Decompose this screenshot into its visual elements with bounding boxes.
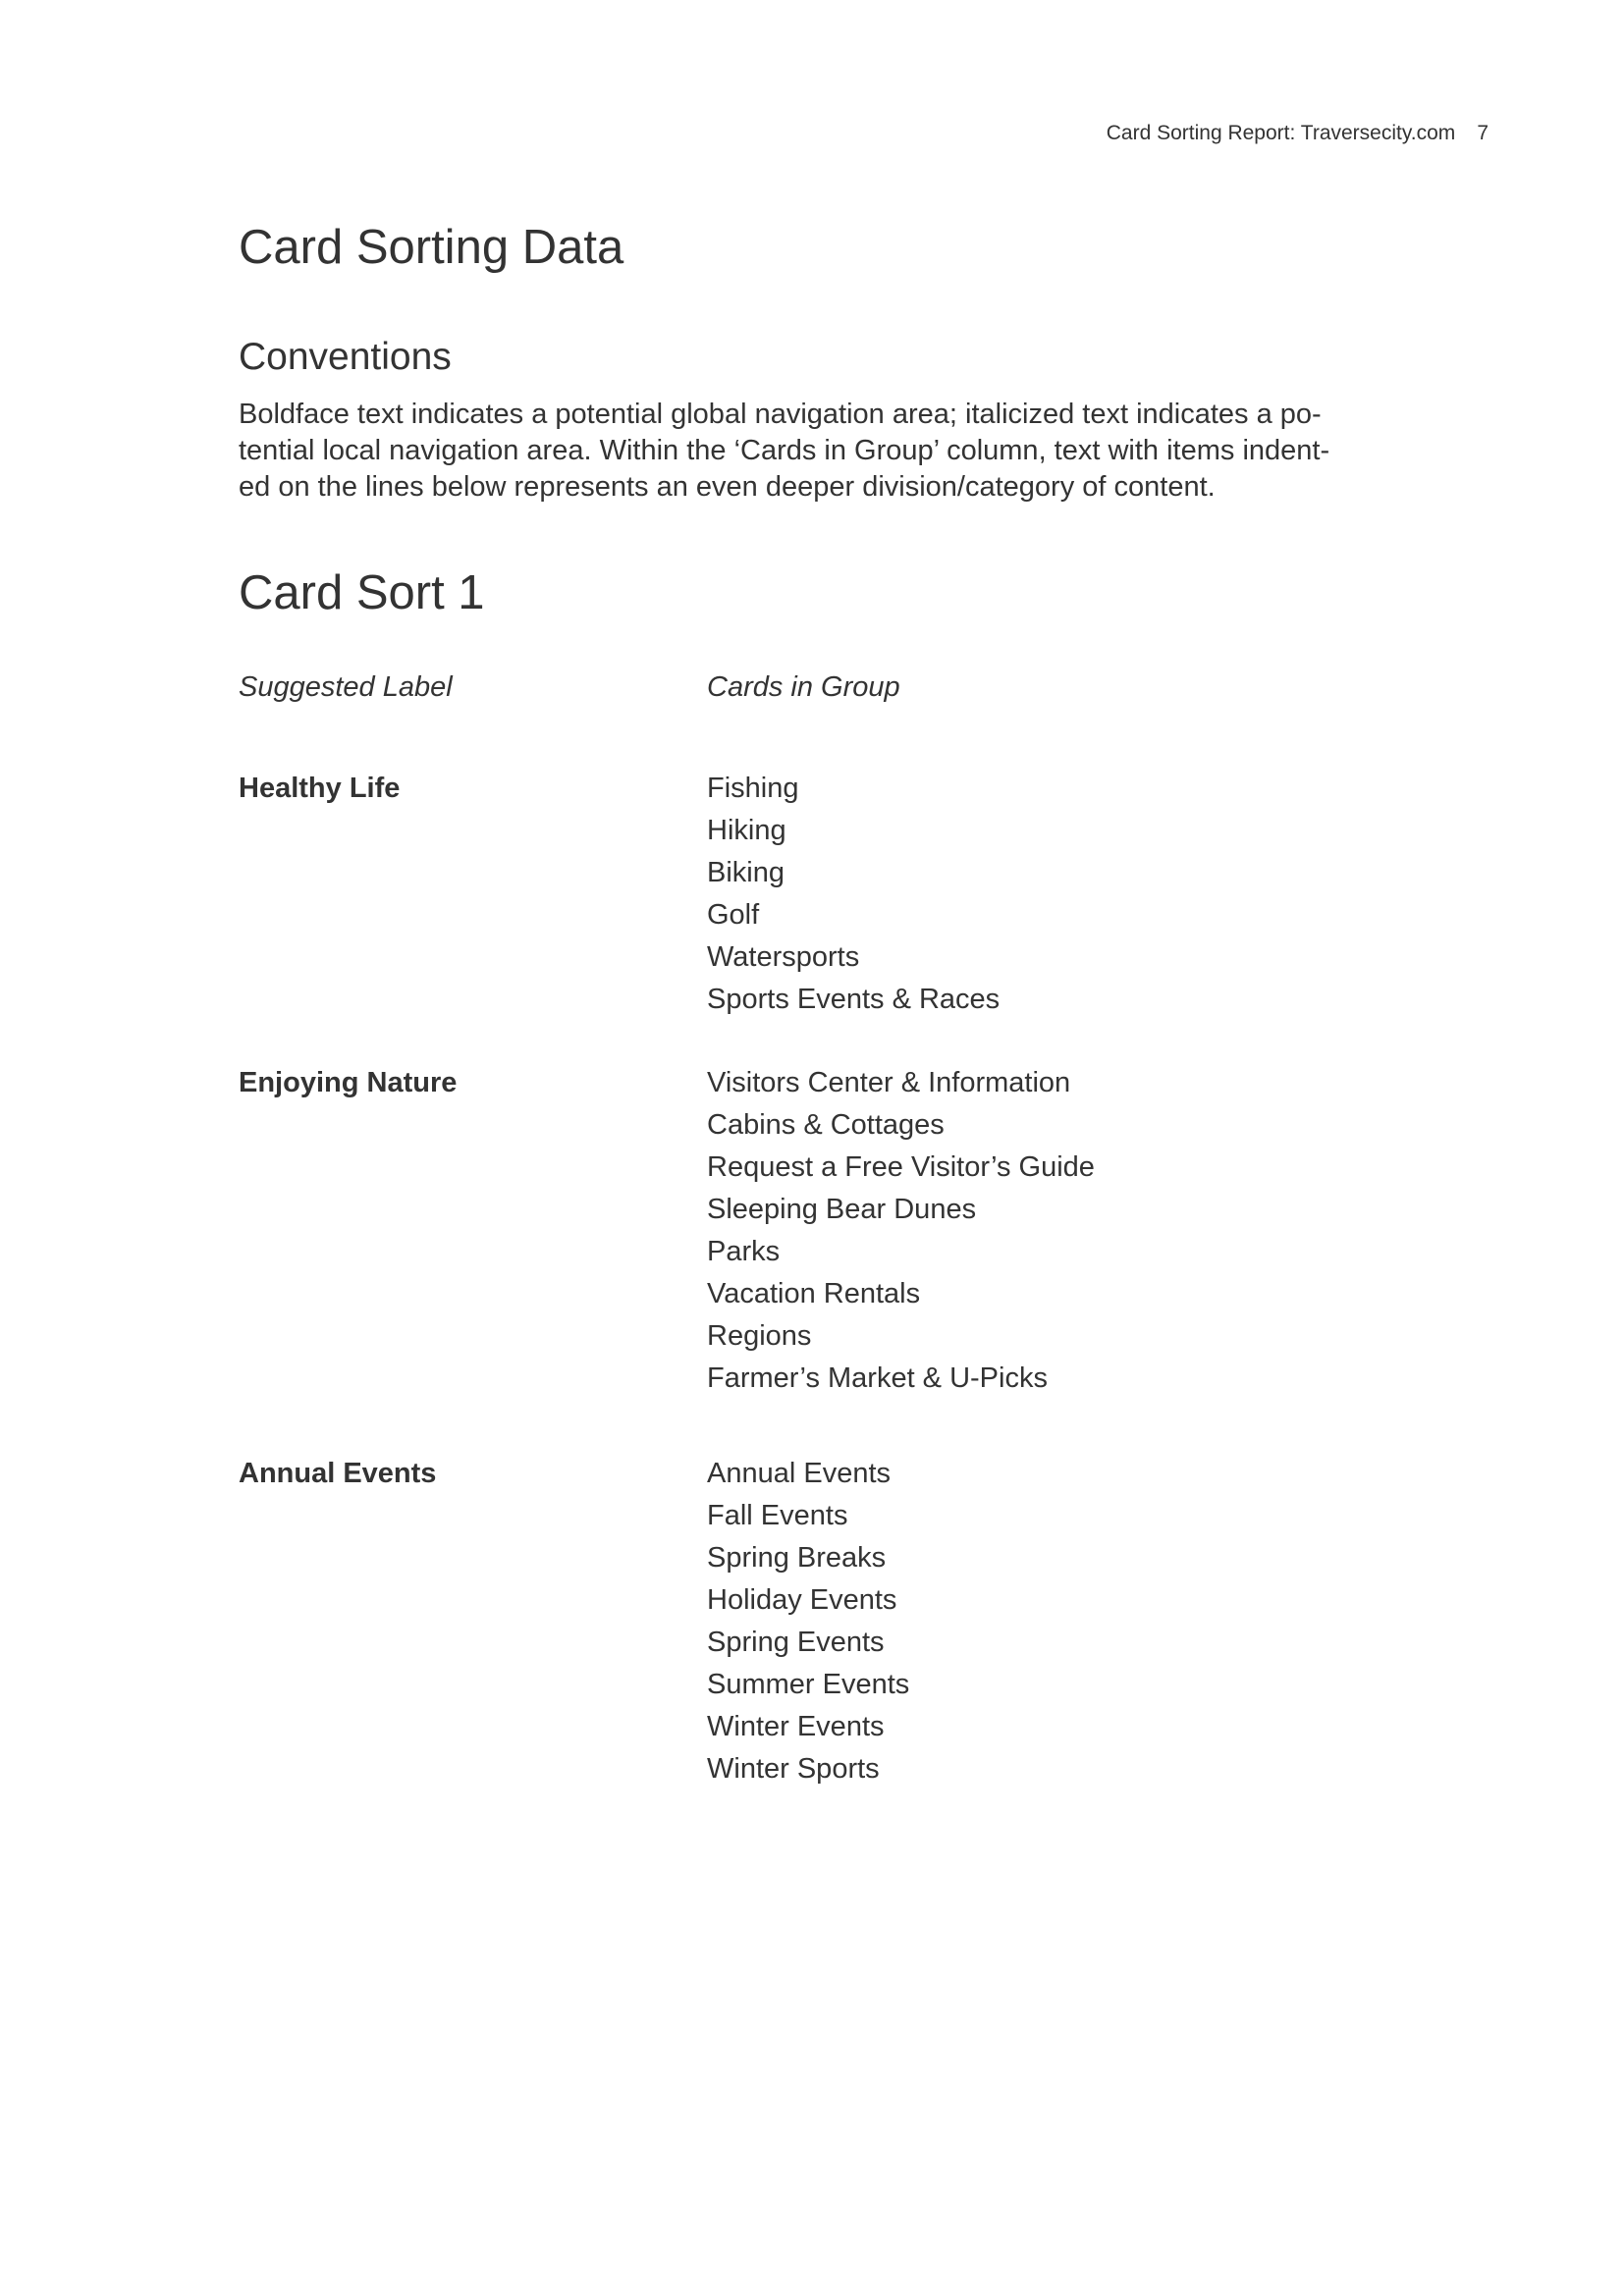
card-item: Regions <box>707 1320 812 1352</box>
card-item: Summer Events <box>707 1669 910 1700</box>
cards-list <box>707 768 1000 1021</box>
cards-list <box>707 1453 909 1790</box>
running-title: Card Sorting Report: Traversecity.com <box>1106 122 1456 144</box>
card-item: Watersports <box>707 941 860 973</box>
group-label: Annual Events <box>239 1458 437 1489</box>
card-item: Annual Events <box>707 1458 892 1489</box>
card-item: Farmer’s Market & U-Picks <box>707 1362 1048 1394</box>
card-item: Biking <box>707 857 785 888</box>
cards-list <box>707 1062 1095 1400</box>
card-item: Fishing <box>707 773 799 804</box>
section-title: Card Sorting Data <box>239 221 624 274</box>
conventions-heading: Conventions <box>239 336 452 378</box>
card-item: Cabins & Cottages <box>707 1109 945 1141</box>
running-header <box>1107 122 1489 145</box>
column-header-suggested-label: Suggested Label <box>239 671 453 703</box>
card-item: Hiking <box>707 815 786 846</box>
card-item: Request a Free Visitor’s Guide <box>707 1151 1095 1183</box>
conventions-text <box>239 397 1407 506</box>
card-item: Sports Events & Races <box>707 984 1001 1015</box>
conventions-text-line: tential local navigation area. Within the ‘Cards in Group’ column, text with items indent- <box>239 435 1330 466</box>
card-item: Spring Breaks <box>707 1542 887 1574</box>
card-item: Holiday Events <box>707 1584 897 1616</box>
conventions-text-line: ed on the lines below represents an even deeper division/category of content. <box>239 471 1216 503</box>
page-number: 7 <box>1477 122 1489 144</box>
card-item: Sleeping Bear Dunes <box>707 1194 977 1225</box>
conventions-text-line: Boldface text indicates a potential global navigation area; italicized text indicates a po- <box>239 399 1322 430</box>
group-label: Enjoying Nature <box>239 1067 458 1098</box>
card-item: Winter Events <box>707 1711 885 1742</box>
card-sort-title: Card Sort 1 <box>239 566 485 619</box>
card-item: Fall Events <box>707 1500 848 1531</box>
group-label: Healthy Life <box>239 773 401 804</box>
card-item: Parks <box>707 1236 781 1267</box>
card-item: Spring Events <box>707 1627 885 1658</box>
card-item: Visitors Center & Information <box>707 1067 1071 1098</box>
card-item: Vacation Rentals <box>707 1278 921 1309</box>
card-item: Winter Sports <box>707 1753 880 1785</box>
column-header-cards-in-group: Cards in Group <box>707 671 900 703</box>
card-item: Golf <box>707 899 760 931</box>
